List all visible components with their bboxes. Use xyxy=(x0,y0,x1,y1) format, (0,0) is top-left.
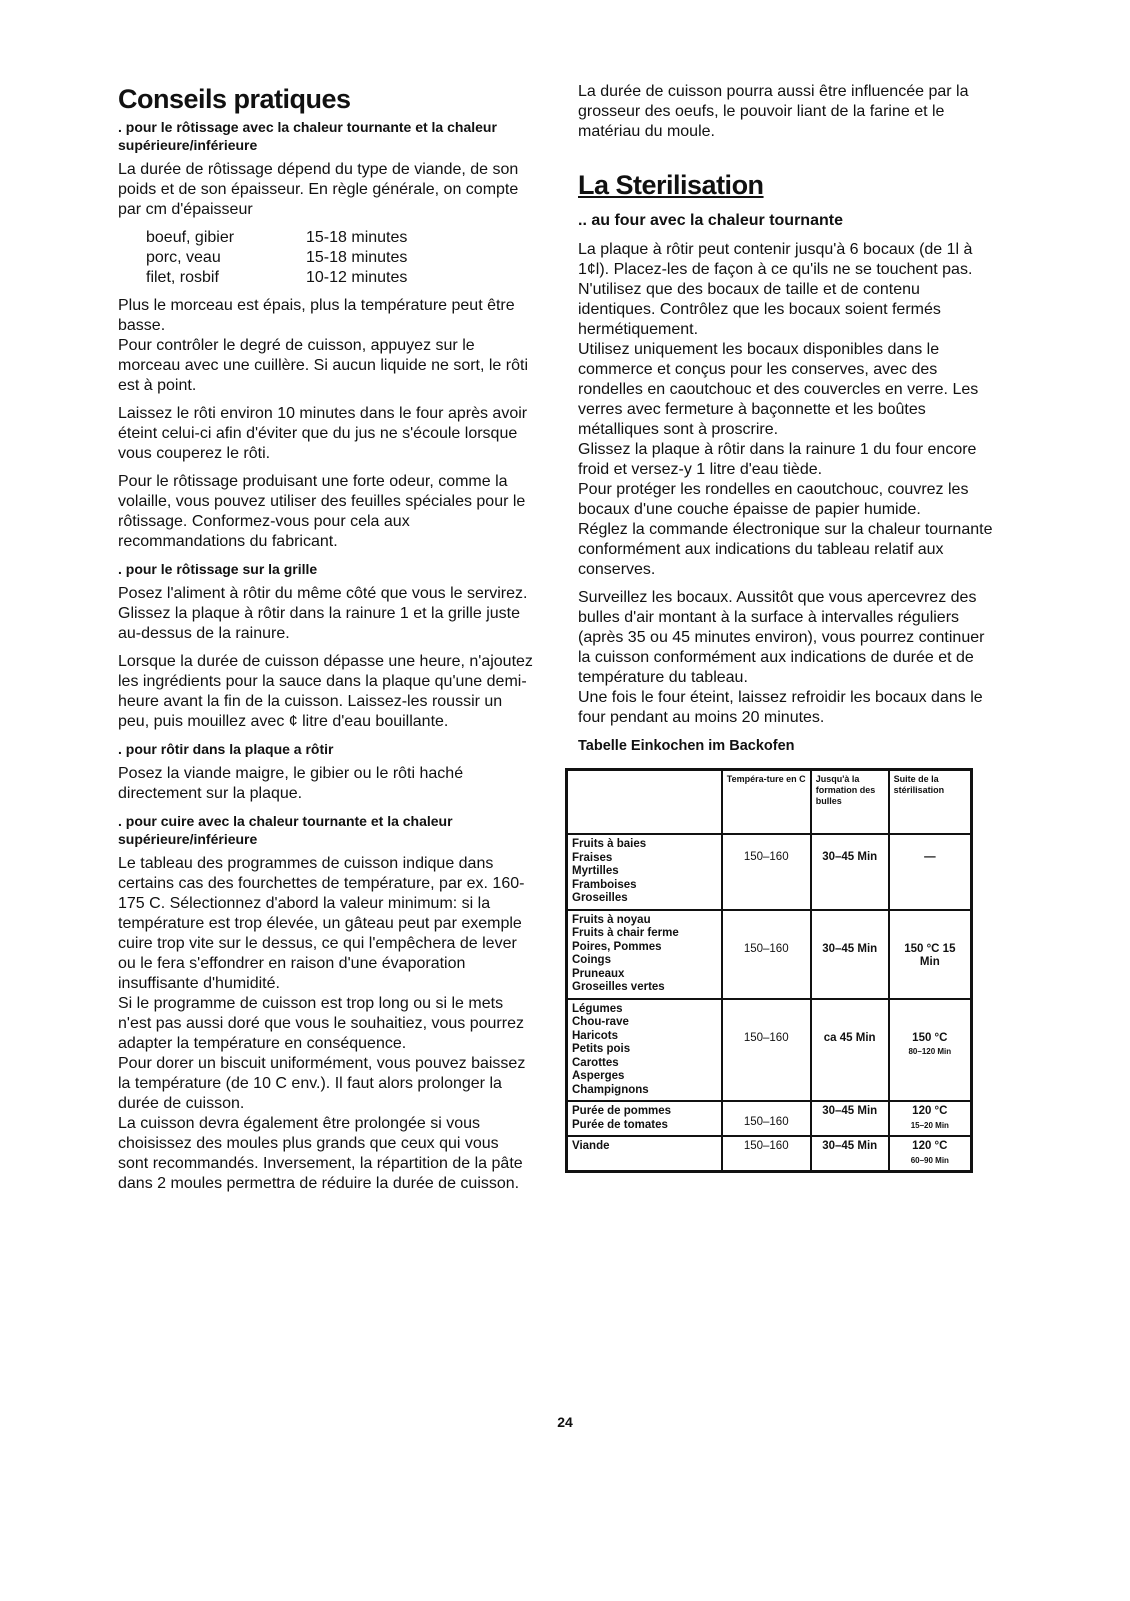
paragraph: Glissez la plaque à rôtir dans la rainure 1 du four encore froid et versez-y 1 litre d'eau tiède. xyxy=(578,441,977,478)
paragraph: Pour dorer un biscuit uniformément, vous pouvez baissez la température (de 10 C env.). Il faut alors prolonger la durée de cuisson. xyxy=(118,1055,526,1112)
subheading-plate: . pour rôtir dans la plaque a rôtir xyxy=(118,741,334,757)
paragraph: Laissez le rôti environ 10 minutes dans le four après avoir éteint celui-ci afin d'éviter que du jus ne s'écoule lorsque vous couperez le rôti. xyxy=(118,405,528,462)
table-row xyxy=(567,999,972,1102)
table-cell: 150–160 xyxy=(722,910,811,999)
sterilisation-table xyxy=(565,768,973,1173)
meat-times-list xyxy=(146,228,533,288)
paragraph: Une fois le four éteint, laissez refroidir les bocaux dans le four pendant au moins 20 minutes. xyxy=(578,689,983,726)
list-item: filet, rosbif 10-12 minutes xyxy=(146,269,408,286)
paragraph: Posez l'aliment à rôtir du même côté que vous le servirez. Glissez la plaque à rôtir dans la rainure 1 et la grille juste au-dessus de la rainure. xyxy=(118,585,528,642)
right-column xyxy=(572,82,1000,1173)
subheading-roasting: . pour le rôtissage avec la chaleur tournante et la chaleur supérieure/inférieure xyxy=(118,119,497,153)
table-cell: 120 °C 15–20 Min xyxy=(889,1101,972,1136)
paragraph: N'utilisez que des bocaux de taille et de contenu identiques. Contrôlez que les bocaux soient fermés hermétiquement. xyxy=(578,281,941,338)
paragraph: Posez la viande maigre, le gibier ou le rôti haché directement sur la plaque. xyxy=(118,765,464,802)
paragraph: Lorsque la durée de cuisson dépasse une heure, n'ajoutez les ingrédients pour la sauce dans la plaque qu'une demi-heure avant la fin de la cuisson. Laissez-les roussir un peu, puis mouillez avec ¢ litre d'eau bouillante. xyxy=(118,653,533,730)
table-cell: Fruits à noyau Fruits à chair ferme Poires, Pommes Coings Pruneaux Groseilles vertes xyxy=(567,910,722,999)
table-cell: ca 45 Min xyxy=(811,999,889,1102)
list-item: porc, veau 15-18 minutes xyxy=(146,249,408,266)
list-item: boeuf, gibier 15-18 minutes xyxy=(146,229,408,246)
paragraph: Si le programme de cuisson est trop long ou si le mets n'est pas aussi doré que vous le souhaitiez, vous pourrez adapter la température en conséquence. xyxy=(118,995,524,1052)
table-header: Tempéra-ture en C xyxy=(722,770,811,835)
table-header-row xyxy=(567,770,972,835)
table-cell: 120 °C 60–90 Min xyxy=(889,1136,972,1172)
paragraph: Pour le rôtissage produisant une forte odeur, comme la volaille, vous pouvez utiliser des feuilles spéciales pour le rôtissage. Conformez-vous pour cela aux recommandations du fabricant. xyxy=(118,473,526,550)
table-caption: Tabelle Einkochen im Backofen xyxy=(578,738,795,754)
table-cell: 150–160 xyxy=(722,1101,811,1136)
table-cell: 150–160 xyxy=(722,999,811,1102)
table-cell: 30–45 Min xyxy=(811,1101,889,1136)
table-cell: 150 °C 80–120 Min xyxy=(889,999,972,1102)
table-header xyxy=(567,770,722,835)
paragraph: Utilisez uniquement les bocaux disponibles dans le commerce et conçus pour les conserves, avec des rondelles en caoutchouc et des couvercles en verre. Les verres avec fermeture à baçonnette et les boûtes métalliques sont à proscrire. xyxy=(578,341,979,438)
table-cell: — xyxy=(889,834,972,910)
page-title: Conseils pratiques xyxy=(118,84,351,114)
table-cell: 30–45 Min xyxy=(811,910,889,999)
paragraph: Pour contrôler le degré de cuisson, appuyez sur le morceau avec une cuillère. Si aucun liquide ne sort, le rôti est à point. xyxy=(118,337,528,394)
paragraph: La cuisson devra également être prolongée si vous choisissez des moules plus grands que ceux qui vous sont recommandés. Inversement, la répartition de la pâte dans 2 moules permettra de réduire la durée de cuisson. xyxy=(118,1115,523,1192)
table-cell: 30–45 Min xyxy=(811,1136,889,1172)
table-cell: 30–45 Min xyxy=(811,834,889,910)
paragraph: La plaque à rôtir peut contenir jusqu'à 6 bocaux (de 1l à 1¢l). Placez-les de façon à ce qu'ils ne se touchent pas. xyxy=(578,241,973,278)
left-column xyxy=(118,82,533,1202)
table-cell: Viande xyxy=(567,1136,722,1172)
table-cell: 150 °C 15 Min xyxy=(889,910,972,999)
table-cell: Purée de pommes Purée de tomates xyxy=(567,1101,722,1136)
paragraph: Surveillez les bocaux. Aussitôt que vous apercevrez des bulles d'air montant à la surface à intervalles réguliers (après 35 ou 45 minutes environ), vous pourrez continuer la cuisson conformément aux indications de durée et de température du tableau. xyxy=(578,589,985,686)
paragraph: La durée de cuisson pourra aussi être influencée par la grosseur des oeufs, le pouvoir liant de la farine et le matériau du moule. xyxy=(578,83,969,140)
subheading-grill: . pour le rôtissage sur la grille xyxy=(118,561,318,577)
page-number: 24 xyxy=(557,1414,573,1430)
paragraph: La durée de rôtissage dépend du type de viande, de son poids et de son épaisseur. En règle générale, on compte par cm d'épaisseur xyxy=(118,161,519,218)
paragraph: Le tableau des programmes de cuisson indique dans certains cas des fourchettes de température, par ex. 160-175 C. Sélectionnez d'abord la valeur minimum: si la température est trop élevée, un gâteau peut par exemple cuire trop vite sur le dessus, ce qui l'empêchera de lever ou le fera s'effondrer en raison d'une évaporation insuffisante d'humidité. xyxy=(118,855,525,992)
subheading-baking: . pour cuire avec la chaleur tournante et la chaleur supérieure/inférieure xyxy=(118,813,453,847)
table-row xyxy=(567,910,972,999)
table-row xyxy=(567,1136,972,1172)
paragraph: Réglez la commande électronique sur la chaleur tournante conformément aux indications du tableau relatif aux conserves. xyxy=(578,521,993,578)
table-cell: 150–160 xyxy=(722,834,811,910)
table-header: Suite de la stérilisation xyxy=(889,770,972,835)
table-header: Jusqu'à la formation des bulles xyxy=(811,770,889,835)
table-row xyxy=(567,1101,972,1136)
table-cell: Légumes Chou-rave Haricots Petits pois Carottes Asperges Champignons xyxy=(567,999,722,1102)
paragraph: Plus le morceau est épais, plus la température peut être basse. xyxy=(118,297,515,334)
section-title-sterilisation: La Sterilisation xyxy=(578,170,764,200)
table-cell: Fruits à baies Fraises Myrtilles Framboises Groseilles xyxy=(567,834,722,910)
subheading-sterilisation: .. au four avec la chaleur tournante xyxy=(578,212,843,229)
table-cell: 150–160 xyxy=(722,1136,811,1172)
table-row xyxy=(567,834,972,910)
paragraph: Pour protéger les rondelles en caoutchouc, couvrez les bocaux d'une couche épaisse de papier humide. xyxy=(578,481,969,518)
